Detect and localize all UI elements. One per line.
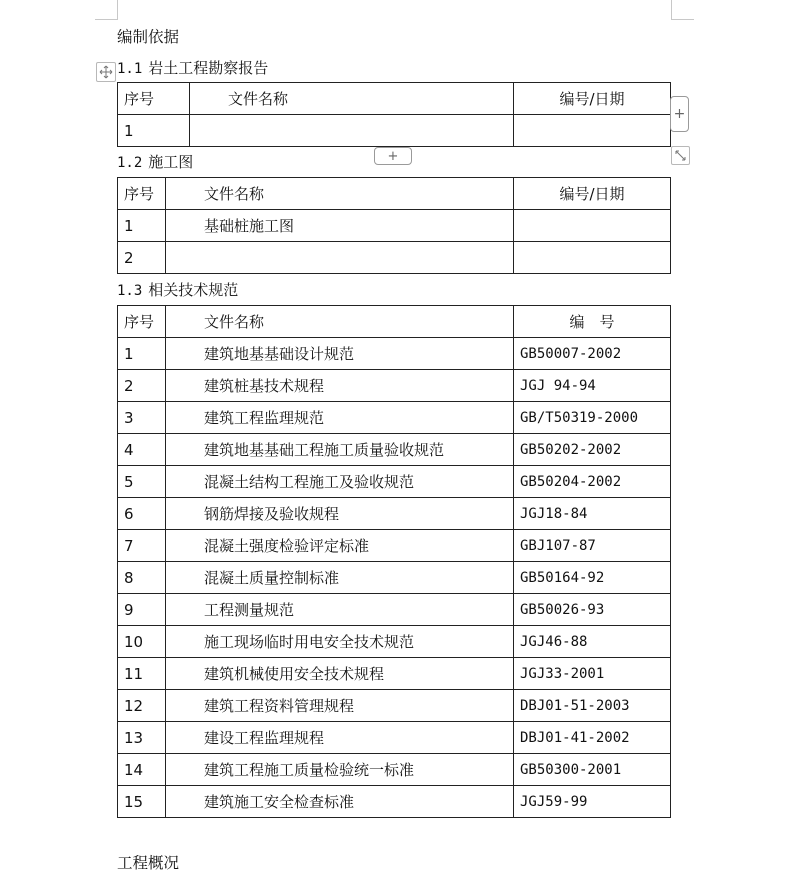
table-row [118,466,671,498]
cell-number[interactable]: 1 [118,115,190,147]
cell-code[interactable]: GB50300-2001 [514,754,671,786]
section-1-2-heading [117,151,193,172]
table-row [118,370,671,402]
header-cell-filename[interactable]: 文件名称 [166,178,514,210]
cell-number[interactable]: 6 [118,498,166,530]
table-row [118,658,671,690]
table-row [118,690,671,722]
table-row [118,626,671,658]
cell-filename[interactable]: 施工现场临时用电安全技术规范 [166,626,514,658]
cell-filename[interactable]: 工程测量规范 [166,594,514,626]
cell-number[interactable]: 5 [118,466,166,498]
cell-filename[interactable]: 建筑桩基技术规程 [166,370,514,402]
cell-code[interactable]: GB50164-92 [514,562,671,594]
cell-filename[interactable]: 基础桩施工图 [166,210,514,242]
section-title: 岩土工程勘察报告 [148,59,269,77]
cell-number[interactable]: 8 [118,562,166,594]
header-cell-number[interactable]: 序号 [118,306,166,338]
cell-number[interactable]: 10 [118,626,166,658]
cell-number[interactable]: 2 [118,370,166,402]
cell-filename[interactable] [190,115,514,147]
cell-code[interactable]: JGJ 94-94 [514,370,671,402]
section-1-1-heading [117,57,268,78]
cell-code[interactable] [514,115,671,147]
header-cell-filename[interactable]: 文件名称 [190,83,514,115]
header-cell-code[interactable]: 编 号 [514,306,671,338]
table-row [118,338,671,370]
table-row [118,786,671,818]
table-row [118,402,671,434]
header-cell-number[interactable]: 序号 [118,83,190,115]
table-resize-handle[interactable] [671,146,690,165]
standards-table-body [118,338,671,818]
cell-filename[interactable]: 建筑工程施工质量检验统一标准 [166,754,514,786]
cell-number[interactable]: 9 [118,594,166,626]
cell-code[interactable]: GBJ107-87 [514,530,671,562]
cell-filename[interactable]: 混凝土强度检验评定标准 [166,530,514,562]
cell-number[interactable]: 1 [118,210,166,242]
heading-overview: 工程概况 [117,854,180,872]
cell-code[interactable]: DBJ01-41-2002 [514,722,671,754]
cell-filename[interactable]: 建筑地基基础工程施工质量验收规范 [166,434,514,466]
page-margin-corner-top-left [95,0,118,20]
cell-number[interactable]: 1 [118,338,166,370]
add-row-button[interactable]: + [374,147,412,165]
cell-filename[interactable] [166,242,514,274]
table-row [118,434,671,466]
cell-code[interactable]: GB50007-2002 [514,338,671,370]
table-survey-report [117,82,671,147]
cell-number[interactable]: 2 [118,242,166,274]
table-row [118,498,671,530]
header-cell-code-date[interactable]: 编号/日期 [514,178,671,210]
cell-filename[interactable]: 建筑地基基础设计规范 [166,338,514,370]
cell-code[interactable]: JGJ59-99 [514,786,671,818]
table-move-handle[interactable] [96,62,116,82]
table-row [118,210,671,242]
table-row [118,562,671,594]
cell-code[interactable]: JGJ46-88 [514,626,671,658]
table-technical-standards [117,305,671,818]
page-margin-corner-top-right [671,0,694,20]
section-1-3-heading [117,279,238,300]
section-number: 1.1 [117,61,143,77]
table-construction-drawings [117,177,671,274]
header-cell-filename[interactable]: 文件名称 [166,306,514,338]
cell-code[interactable]: DBJ01-51-2003 [514,690,671,722]
table-header-row [118,178,671,210]
table-header-row [118,83,671,115]
cell-filename[interactable]: 混凝土结构工程施工及验收规范 [166,466,514,498]
cell-filename[interactable]: 建筑施工安全检查标准 [166,786,514,818]
cell-number[interactable]: 13 [118,722,166,754]
cell-number[interactable]: 15 [118,786,166,818]
cell-number[interactable]: 12 [118,690,166,722]
table-row [118,754,671,786]
cell-number[interactable]: 7 [118,530,166,562]
table-header-row [118,306,671,338]
section-number: 1.3 [117,283,143,299]
header-cell-code-date[interactable]: 编号/日期 [514,83,671,115]
cell-code[interactable] [514,242,671,274]
cell-code[interactable]: GB50204-2002 [514,466,671,498]
cell-number[interactable]: 3 [118,402,166,434]
move-arrows-icon [99,65,113,79]
cell-filename[interactable]: 混凝土质量控制标准 [166,562,514,594]
cell-number[interactable]: 4 [118,434,166,466]
table-row [118,242,671,274]
section-number: 1.2 [117,155,143,171]
heading-basis: 编制依据 [117,28,180,46]
cell-filename[interactable]: 建筑工程监理规范 [166,402,514,434]
header-cell-number[interactable]: 序号 [118,178,166,210]
cell-number[interactable]: 14 [118,754,166,786]
cell-code[interactable]: JGJ33-2001 [514,658,671,690]
cell-code[interactable]: GB/T50319-2000 [514,402,671,434]
cell-code[interactable]: JGJ18-84 [514,498,671,530]
add-column-button[interactable]: + [670,96,689,132]
cell-number[interactable]: 11 [118,658,166,690]
cell-code[interactable] [514,210,671,242]
table-row [118,722,671,754]
table-row [118,115,671,147]
cell-filename[interactable]: 钢筋焊接及验收规程 [166,498,514,530]
cell-filename[interactable]: 建设工程监理规程 [166,722,514,754]
cell-filename[interactable]: 建筑工程资料管理规程 [166,690,514,722]
section-title: 相关技术规范 [148,281,239,299]
cell-code[interactable]: GB50026-93 [514,594,671,626]
cell-filename[interactable]: 建筑机械使用安全技术规程 [166,658,514,690]
table-row [118,530,671,562]
cell-code[interactable]: GB50202-2002 [514,434,671,466]
section-title: 施工图 [148,153,194,171]
table-row [118,594,671,626]
diagonal-resize-icon [675,150,686,161]
